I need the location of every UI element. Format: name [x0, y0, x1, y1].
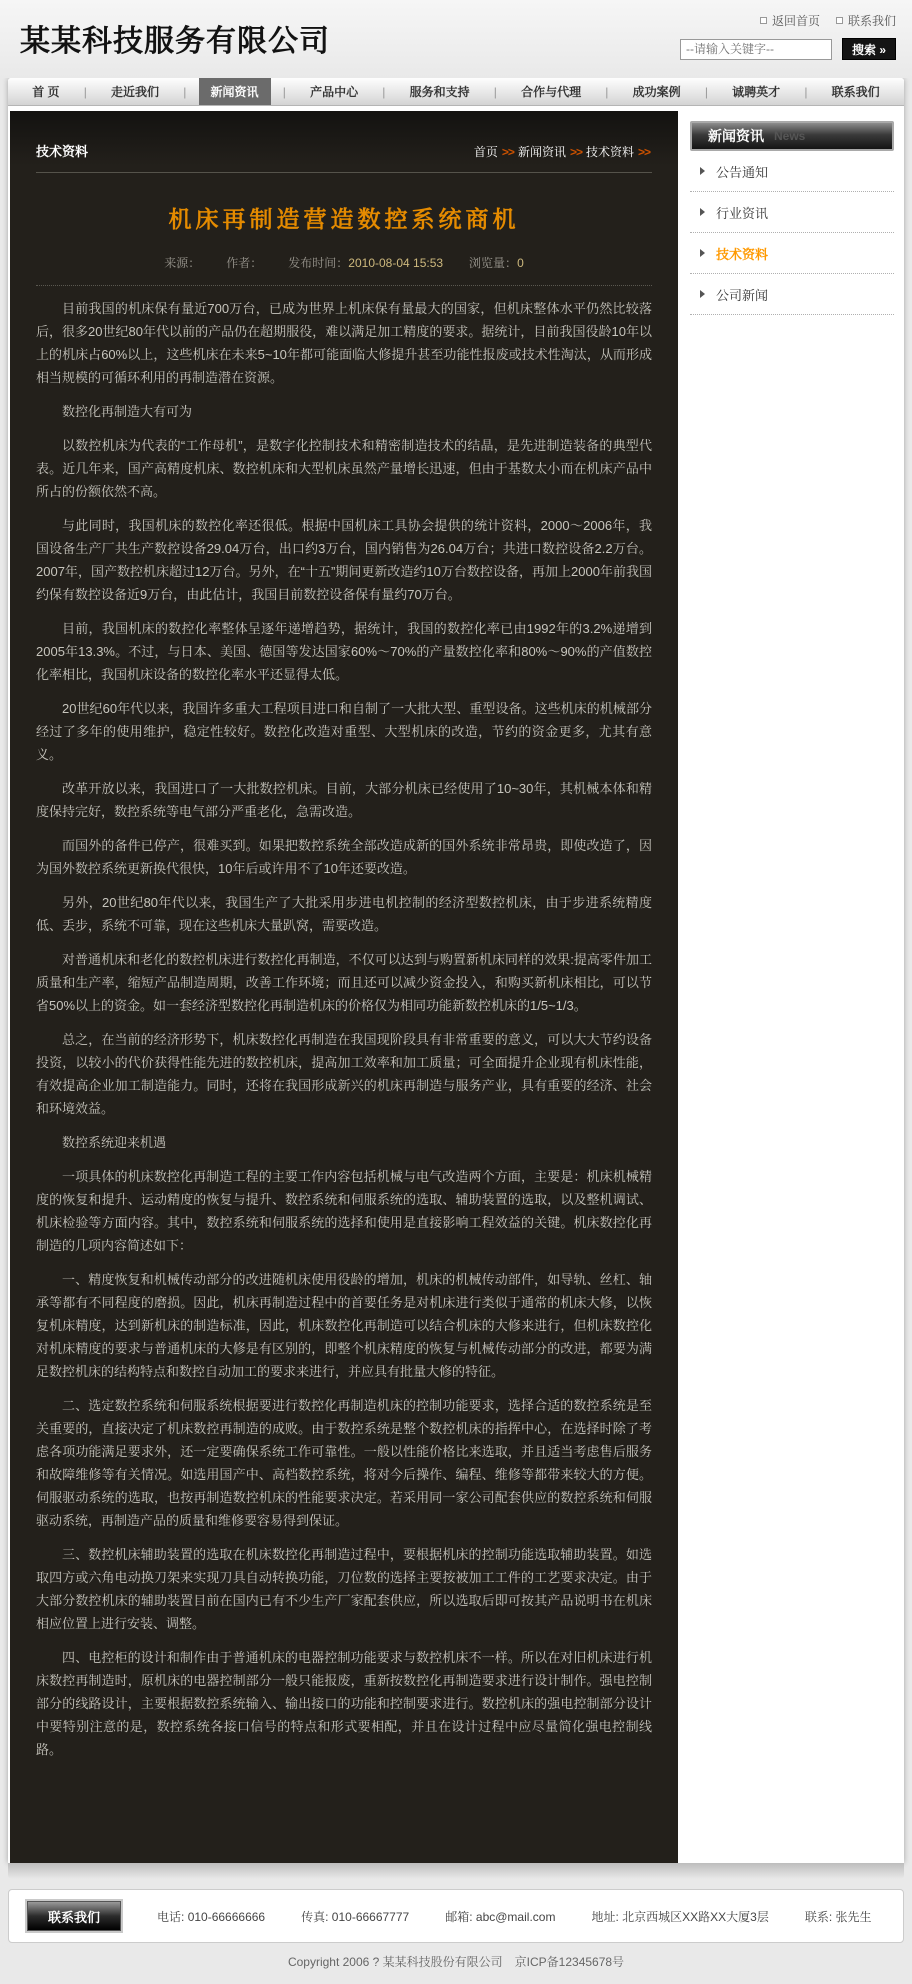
top-link-home-label: 返回首页 — [771, 14, 820, 28]
company-logo-text: 某某科技服务有限公司 — [20, 25, 330, 58]
main-nav — [8, 78, 904, 106]
main-area — [8, 106, 904, 1863]
square-bullet-icon — [760, 17, 767, 24]
article-paragraph: 总之，在当前的经济形势下，机床数控化再制造在我国现阶段具有非常重要的意义，可以大大节约设备投资，以较小的代价获得性能先进的数控机床，提高加工效率和加工质量；可全面提升企业现有机床性能，有效提高企业加工制造能力。同时，还将在我国形成新兴的机床再制造与服务产业，具有重要的经济、社会和环境效益。 — [36, 1032, 652, 1116]
top-link-contact-label: 联系我们 — [847, 14, 896, 28]
arrow-right-icon — [700, 167, 705, 175]
meta-views: 浏览量：0 — [469, 256, 524, 270]
sidebar-subtitle: News — [774, 129, 806, 143]
breadcrumb-separator: >> — [501, 144, 514, 159]
nav-separator: | — [493, 84, 497, 99]
arrow-right-icon — [700, 208, 705, 216]
contact-address: 地址: 北京西城区XX路XX大厦3层 — [591, 1909, 769, 1924]
article-paragraph: 与此同时，我国机床的数控化率还很低。根据中国机床工具协会提供的统计资料，2000～2006年，我国设备生产厂共生产数控设备29.04万台，出口约3万台，国内销售为26.04万台；共进口数控设备2.2万台。2007年，国产数控机床超过12万台。另外，在“十五”期间更新改造约10万台数控设备，再加上2000年前我国约保有数控设备近9万台，由此估计，我国目前数控设备保有量约70万台。 — [36, 518, 652, 602]
article-paragraph: 以数控机床为代表的“工作母机”，是数字化控制技术和精密制造技术的结晶，是先进制造装备的典型代表。近几年来，国产高精度机床、数控机床和大型机床虽然产量增长迅速，但由于基数太小而在机床产品中所占的份额依然不高。 — [36, 438, 652, 499]
article-paragraph: 目前我国的机床保有量近700万台，已成为世界上机床保有量最大的国家，但机床整体水平仍然比较落后，很多20世纪80年代以前的产品仍在超期服役，难以满足加工精度的要求。据统计，目前我国役龄10年以上的机床占60%以上，这些机床在未来5~10年都可能面临大修提升甚至功能性报废或技术性淘汰，从而形成相当规模的可循环利用的再制造潜在资源。 — [36, 301, 652, 385]
breadcrumb-separator: >> — [569, 144, 582, 159]
nav-separator: | — [804, 84, 808, 99]
article-paragraph: 四、电控柜的设计和制作由于普通机床的电器控制功能要求与数控机床不一样。所以在对旧机床进行机床数控再制造时，原机床的电器控制部分一般只能报废，重新按数控化再制造要求进行设计制作。强电控制部分的线路设计，主要根据数控系统输入、输出接口的功能和控制要求进行。数控机床的强电控制部分设计中要特别注意的是，数控系统各接口信号的特点和形式要相配，并且在设计过程中应尽量简化强电控制线路。 — [36, 1650, 652, 1757]
nav-separator: | — [605, 84, 609, 99]
meta-publish-time: 发布时间：2010-08-04 15:53 — [288, 256, 444, 270]
nav-separator: | — [382, 84, 386, 99]
article-column — [10, 111, 678, 1863]
breadcrumb-separator: >> — [637, 144, 650, 159]
article-paragraph: 而国外的备件已停产，很难买到。如果把数控系统全部改造成新的国外系统非常昂贵，即使改造了，因为国外数控系统更新换代很快，10年后或许用不了10年还要改造。 — [36, 838, 652, 876]
contact-bar — [8, 1889, 904, 1943]
contact-us-button[interactable]: 联系我们 — [27, 1901, 121, 1931]
search-input[interactable] — [680, 39, 832, 60]
nav-item-about[interactable]: 走近我们 — [111, 85, 160, 99]
contact-person: 联系: 张先生 — [804, 1909, 872, 1924]
article-paragraph: 三、数控机床辅助装置的选取在机床数控化再制造过程中，要根据机床的控制功能选取辅助装置。如选取四方或六角电动换刀架来实现刀具自动转换功能，刀位数的选择主要按被加工工件的工艺要求决定。由于大部分数控机床的辅助装置目前在国内已有不少生产厂家配套供应，所以选取后即可按其产品说明书在机床相应位置上进行安装、调整。 — [36, 1547, 652, 1631]
top-link-home[interactable] — [760, 12, 820, 29]
top-link-contact[interactable] — [836, 12, 896, 29]
sidebar-item-tech-docs[interactable] — [690, 233, 894, 274]
breadcrumb-home[interactable]: 首页 — [473, 145, 498, 159]
arrow-right-icon — [700, 290, 705, 298]
search-area — [680, 38, 896, 60]
header — [0, 0, 912, 78]
article-paragraph: 目前，我国机床的数控化率整体呈逐年递增趋势，据统计，我国的数控化率已由1992年的3.2%递增到2005年13.3%。不过，与日本、美国、德国等发达国家60%～70%的产量数控化率和80%～90%的产值数控化率相比，我国机床设备的数控化率水平还显得太低。 — [36, 621, 652, 682]
breadcrumb — [36, 111, 652, 173]
sidebar-title: 新闻资讯 — [708, 128, 764, 144]
article-title: 机床再制造营造数控系统商机 — [168, 206, 520, 232]
contact-fax: 传真: 010-66667777 — [301, 1909, 410, 1924]
nav-item-products[interactable]: 产品中心 — [310, 85, 359, 99]
article-paragraph: 一、精度恢复和机械传动部分的改进随机床使用役龄的增加，机床的机械传动部件，如导轨、丝杠、轴承等都有不同程度的磨损。因此，机床再制造过程中的首要任务是对机床进行类似于通常的机床大修，以恢复机床精度，达到新机床的制造标准，因此，机床数控化再制造可以结合机床的大修来进行，但机床数控化对机床精度的要求与普通机床的大修是有区别的，即整个机床精度的恢复与机械传动部分的改进，都要为满足数控机床的结构特点和数控自动加工的要求来进行，并应具有批量大修的特征。 — [36, 1272, 652, 1379]
nav-item-news[interactable]: 新闻资讯 — [199, 78, 271, 105]
main-card — [8, 78, 904, 1863]
article-paragraph: 对普通机床和老化的数控机床进行数控化再制造，不仅可以达到与购置新机床同样的效果:提高零件加工质量和生产率，缩短产品制造周期，改善工作环境；而且还可以减少资金投入，和购买新机床相比，可以节省50%以上的资金。如一套经济型数控化再制造机床的价格仅为相同功能新数控机床的1/5~1/3。 — [36, 952, 652, 1013]
nav-item-home[interactable]: 首 页 — [32, 85, 60, 99]
nav-item-contact[interactable]: 联系我们 — [831, 85, 880, 99]
article-paragraph: 二、选定数控系统和伺服系统根据要进行数控化再制造机床的控制功能要求，选择合适的数控系统是至关重要的，直接决定了机床数控再制造的成败。由于数控系统是整个数控机床的指挥中心，在选择时除了考虑各项功能满足要求外，还一定要确保系统工作可靠性。一般以性能价格比来选取，并且适当考虑售后服务和故障维修等有关情况。如选用国产中、高档数控系统，将对今后操作、编程、维修等都带来较大的方便。伺服驱动系统的选取，也按再制造数控机床的性能要求决定。若采用同一家公司配套供应的数控系统和伺服驱动系统，再制造产品的质量和维修要容易得到保证。 — [36, 1398, 652, 1528]
arrow-right-icon — [700, 249, 705, 257]
article-meta — [36, 254, 652, 286]
sidebar-item-label: 公司新闻 — [716, 287, 769, 303]
square-bullet-icon — [836, 17, 843, 24]
nav-item-jobs[interactable]: 诚聘英才 — [732, 85, 781, 99]
top-links — [760, 12, 896, 29]
meta-source: 来源： — [164, 256, 201, 270]
nav-separator: | — [183, 84, 187, 99]
nav-item-services[interactable]: 服务和支持 — [409, 85, 470, 99]
nav-item-cooperation[interactable]: 合作与代理 — [521, 85, 582, 99]
breadcrumb-news[interactable]: 新闻资讯 — [517, 145, 566, 159]
nav-separator: | — [282, 84, 286, 99]
meta-author: 作者： — [226, 256, 263, 270]
sidebar-header — [690, 121, 894, 151]
nav-separator: | — [83, 84, 87, 99]
card-bottom-shadow — [8, 1863, 904, 1879]
sidebar-item-industry-news[interactable] — [690, 192, 894, 233]
contact-email: 邮箱: abc@mail.com — [445, 1909, 556, 1924]
nav-item-cases[interactable]: 成功案例 — [632, 85, 681, 99]
article-subheading: 数控系统迎来机遇 — [62, 1135, 167, 1150]
sidebar-item-label: 技术资料 — [716, 246, 769, 262]
sidebar-item-company-news[interactable] — [690, 274, 894, 315]
breadcrumb-trail — [474, 143, 652, 160]
breadcrumb-tech-docs[interactable]: 技术资料 — [585, 145, 634, 159]
article-paragraph: 20世纪60年代以来，我国许多重大工程项目进口和自制了一大批大型、重型设备。这些机床的机械部分经过了多年的使用维护，稳定性较好。数控化改造对重型、大型机床的改造，节约的资金更多，尤其有意义。 — [36, 701, 652, 762]
article-paragraph: 另外，20世纪80年代以来，我国生产了大批采用步进电机控制的经济型数控机床，由于步进系统精度低、丢步，系统不可靠，现在这些机床大量趴窝，需要改造。 — [36, 895, 652, 933]
article-paragraph: 一项具体的机床数控化再制造工程的主要工作内容包括机械与电气改造两个方面，主要是：机床机械精度的恢复和提升、运动精度的恢复与提升、数控系统和伺服系统的选取、辅助装置的选取，以及整机调试、机床检验等方面内容。其中，数控系统和伺服系统的选择和使用是直接影响工程效益的关键。机床数控化再制造的几项内容简述如下： — [36, 1169, 652, 1253]
article-subheading: 数控化再制造大有可为 — [62, 404, 193, 419]
nav-separator: | — [704, 84, 708, 99]
sidebar-item-label: 公告通知 — [716, 164, 769, 180]
section-title: 技术资料 — [36, 144, 89, 159]
article-paragraph: 改革开放以来，我国进口了一大批数控机床。目前，大部分机床已经使用了10~30年，其机械本体和精度保持完好，数控系统等电气部分严重老化，急需改造。 — [36, 781, 652, 819]
contact-phone: 电话: 010-66666666 — [157, 1909, 266, 1924]
copyright-text: Copyright 2006 ? 某某科技股份有限公司 京ICP备12345678号 — [287, 1955, 625, 1969]
sidebar-item-notices[interactable] — [690, 151, 894, 192]
search-button[interactable]: 搜索 » — [842, 38, 896, 60]
sidebar-item-label: 行业资讯 — [716, 205, 769, 221]
news-sidebar — [678, 111, 900, 1863]
